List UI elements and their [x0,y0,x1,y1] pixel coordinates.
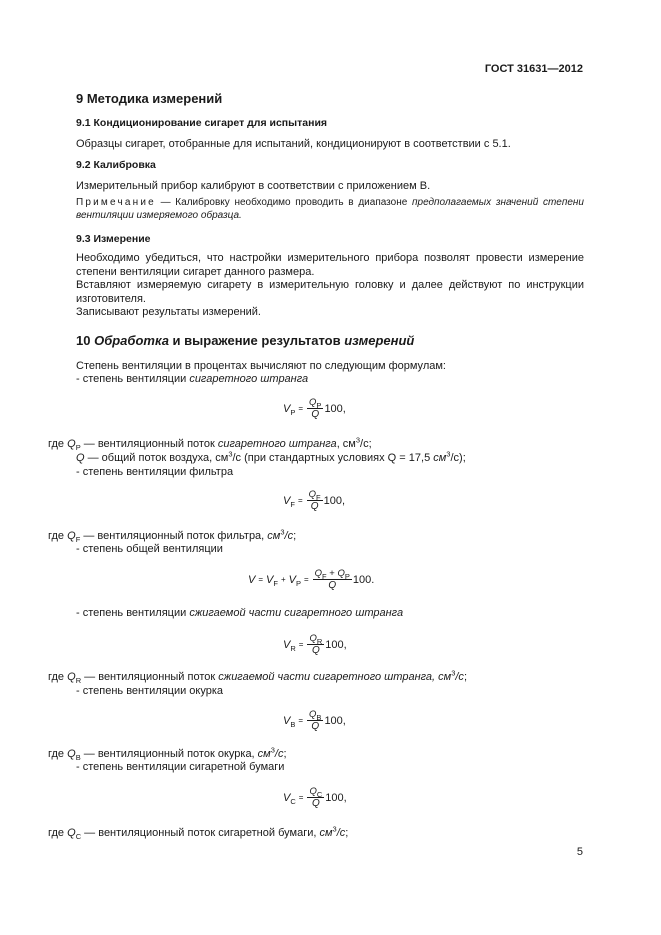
subsection-9-1-title: 9.1 Кондиционирование сигарет для испытания [76,117,328,129]
formula-vr: $V_R$ = $\frac{Q_R}{Q}$ 100, [283,633,347,656]
where-qc: где $Q_C$ — вентиляционный поток сигаретной бумаги, $см^3/с$; [48,824,349,842]
list-item-burnt-part: - степень вентиляции сжигаемой части сигаретного штранга [76,607,404,619]
subsection-9-1-text: Образцы сигарет, отобранные для испытаний, кондиционируют в соответствии с 5.1. [76,138,511,150]
subsection-9-2-title: 9.2 Калибровка [76,159,156,171]
where-qp: где $Q_P$ — вентиляционный поток сигаретного штранга, $см^3/с$; [48,435,372,453]
subsection-9-3-para-3: Записывают результаты измерений. [76,306,261,318]
list-item-filter: - степень вентиляции фильтра [76,466,234,478]
subsection-9-2-text: Измерительный прибор калибруют в соответствии с приложением В. [76,180,431,192]
subsection-9-3-para-2: Вставляют измеряемую сигарету в измерительную головку и далее действуют по инструкции изготовителя. [76,279,584,305]
list-item-total: - степень общей вентиляции [76,543,223,555]
page-number: 5 [576,846,583,858]
formula-vb: $V_B$ = $\frac{Q_B}{Q}$ 100, [283,709,346,732]
list-item-strand: - степень вентиляции сигаретного штранга [76,373,309,385]
note-label: Примечание [76,197,156,208]
where-qb: где $Q_B$ — вентиляционный поток окурка, $см^3/с$; [48,745,287,763]
standard-header: ГОСТ 31631—2012 [484,63,583,75]
section-10-title: 10 Обработка и выражение результатов измерений [76,333,415,348]
list-item-paper: - степень вентиляции сигаретной бумаги [76,761,285,773]
where-q: Q — общий поток воздуха, $см^3/с$ (при стандартных условиях Q = 17,5 $см^3/с$); [76,449,466,464]
where-qf: где $Q_F$ — вентиляционный поток фильтра, $см^3/с$; [48,527,297,545]
formula-vf: $V_F$ = $\frac{Q_F}{Q}$ 100, [283,489,346,512]
subsection-9-3-para-1: Необходимо убедиться, что настройки измерительного прибора позволят провести измерение степени вентиляции сигарет данного размера. [76,252,584,278]
section-9-title: 9 Методика измерений [76,91,223,106]
formula-vc: $V_C$ = $\frac{Q_C}{Q}$ 100, [283,786,347,809]
section-10-intro: Степень вентиляции в процентах вычисляют по следующим формулам: [76,360,446,372]
formula-vp: $V_P$ = $\frac{Q_P}{Q}$ 100, [283,397,346,420]
where-qr: где $Q_R$ — вентиляционный поток сжигаемой части сигаретного штранга, $см^3/с$; [48,668,467,686]
list-item-butt: - степень вентиляции окурка [76,685,224,697]
calibration-note: Примечание — Калибровку необходимо проводить в диапазоне предполагаемых значений степени вентиляции измеряемого образца. [76,197,584,221]
subsection-9-3-title: 9.3 Измерение [76,233,151,245]
formula-v-total: $V = V_F + V_P$ = $\frac{Q_F + Q_P}{Q}$ 100. [248,568,375,591]
